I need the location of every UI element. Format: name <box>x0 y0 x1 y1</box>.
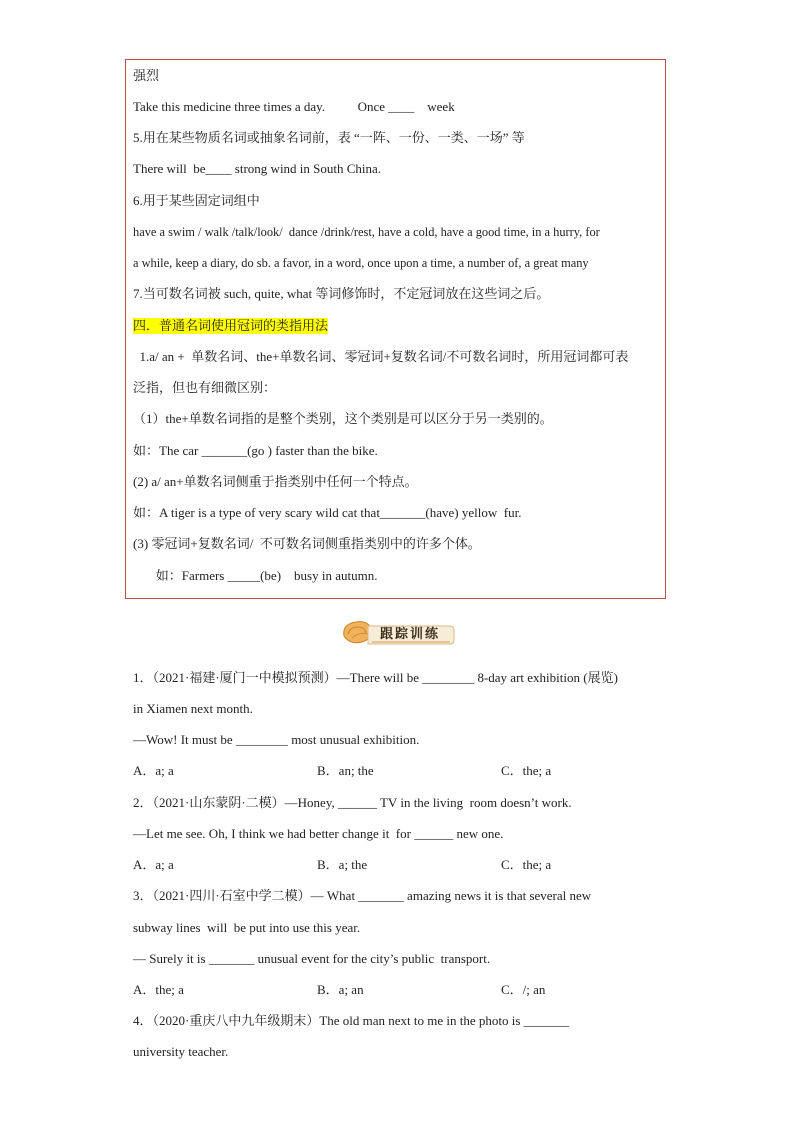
question-2-stem: —Let me see. Oh, I think we had better change it for ______ new one. <box>133 826 504 841</box>
option-a[interactable]: A．a; a <box>133 763 174 778</box>
note-line: a while, keep a diary, do sb. a favor, in a word, once upon a time, a number of, a great many <box>133 256 589 270</box>
question-1-stem: 1．（2021·福建·厦门一中模拟预测）—There will be ________ 8-day art exhibition (展览) <box>133 670 618 685</box>
option-c[interactable]: C．the; a <box>501 857 552 872</box>
note-line: 6.用于某些固定词组中 <box>133 193 260 208</box>
note-line: 强烈 <box>133 68 160 83</box>
question-1-stem: in Xiamen next month. <box>133 701 253 716</box>
question-4-stem: 4．（2020·重庆八中九年级期末）The old man next to me in the photo is _______ <box>133 1013 570 1028</box>
example-line: 如：A tiger is a type of very scary wild cat that_______(have) yellow fur. <box>133 505 522 520</box>
option-c[interactable]: C．/; an <box>501 982 546 997</box>
question-3-stem: — Surely it is _______ unusual event for the city’s public transport. <box>133 951 491 966</box>
section-heading: 四．普通名词使用冠词的类指用法 <box>133 318 329 333</box>
note-line: have a swim / walk /talk/look/ dance /drink/rest, have a cold, have a good time, in a hurry, for <box>133 225 600 239</box>
option-a[interactable]: A．a; a <box>133 857 174 872</box>
note-line: 5.用在某些物质名词或抽象名词前，表 “一阵、一份、一类、一场” 等 <box>133 130 525 145</box>
note-line: Take this medicine three times a day. Once ____ week <box>133 99 455 114</box>
note-line: 1.a/ an + 单数名词、the+单数名词、零冠词+复数名词/不可数名词时，所用冠词都可表 <box>133 349 629 364</box>
question-1-stem: —Wow! It must be ________ most unusual exhibition. <box>133 732 420 747</box>
question-3-stem: 3．（2021·四川·石室中学二模）— What _______ amazing news it is that several new <box>133 888 592 903</box>
question-2-stem: 2．（2021·山东蒙阴·二模）—Honey, ______ TV in the living room doesn’t work. <box>133 795 572 810</box>
example-line: 如：The car _______(go ) faster than the bike. <box>133 443 378 458</box>
banner-title: 跟踪训练 <box>380 627 441 642</box>
question-4-stem: university teacher. <box>133 1044 229 1059</box>
option-b[interactable]: B．a; the <box>317 857 368 872</box>
note-line: 泛指，但也有细微区别： <box>133 380 277 395</box>
example-line: 如：Farmers _____(be) busy in autumn. <box>133 568 378 583</box>
section-banner <box>338 614 456 650</box>
option-c[interactable]: C．the; a <box>501 763 552 778</box>
question-3-stem: subway lines will be put into use this year. <box>133 920 361 935</box>
option-a[interactable]: A．the; a <box>133 982 184 997</box>
option-b[interactable]: B．a; an <box>317 982 364 997</box>
note-line: 7.当可数名词被 such, quite, what 等词修饰时，不定冠词放在这些词之后。 <box>133 286 550 301</box>
note-line: (3) 零冠词+复数名词/ 不可数名词侧重指类别中的许多个体。 <box>133 536 481 551</box>
note-line: (2) a/ an+单数名词侧重于指类别中任何一个特点。 <box>133 474 418 489</box>
option-b[interactable]: B．an; the <box>317 763 374 778</box>
note-line: There will be____ strong wind in South China. <box>133 161 382 176</box>
note-line: （1）the+单数名词指的是整个类别，这个类别是可以区分于另一类别的。 <box>133 411 553 426</box>
